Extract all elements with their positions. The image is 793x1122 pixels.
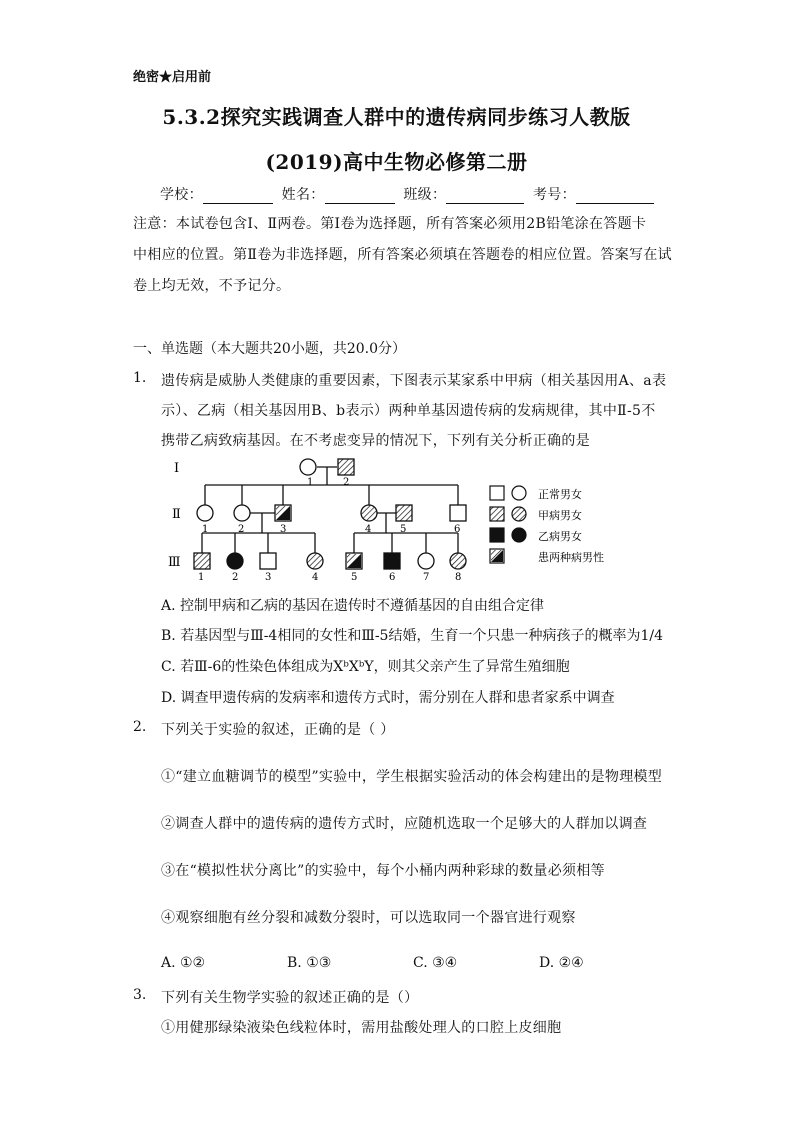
notice-line2: 中相应的位置。第Ⅱ卷为非选择题，所有答案必须填在答题卷的相应位置。答案写在试: [133, 247, 672, 263]
gen2-female-normal: [234, 505, 250, 521]
name-label: 姓名：: [281, 187, 325, 203]
gen2-female-normal: [197, 505, 213, 521]
gen3-female-yi: [227, 553, 243, 569]
class-label: 班级：: [403, 187, 447, 203]
pedigree-legend: [490, 486, 604, 564]
gen3-male-normal: [260, 553, 276, 569]
name-blank[interactable]: [325, 189, 395, 204]
legend-yi-female-icon: [512, 528, 526, 542]
pedigree-diagram: [160, 455, 630, 590]
gen-label-2: Ⅱ: [172, 507, 181, 522]
exam-no-blank[interactable]: [576, 189, 654, 204]
gen3-male-yi: [384, 553, 400, 569]
notice-line1: 注意：本试卷包含Ⅰ、Ⅱ两卷。第Ⅰ卷为选择题，所有答案必须用2B铅笔涂在答题卡: [133, 216, 647, 232]
gen3-female-jia: [307, 553, 323, 569]
gen3-male-jia: [194, 553, 210, 569]
q2-item-4: ④观察细胞有丝分裂和减数分裂时，可以选取同一个器官进行观察: [161, 910, 576, 926]
q1-stem-line3: 携带乙病致病基因。在不考虑变异的情况下，下列有关分析正确的是: [161, 433, 590, 449]
gen2-id: 6: [454, 524, 461, 535]
legend-yi-male-icon: [490, 528, 504, 542]
gen3-id: 4: [312, 572, 319, 583]
q3-number: 3.: [133, 987, 147, 1003]
secret-label: 绝密★启用前: [133, 70, 212, 85]
q1-number: 1.: [133, 370, 147, 386]
q1-stem-line1: 遗传病是威胁人类健康的重要因素，下图表示某家系中甲病（相关基因用A、a表: [161, 373, 667, 389]
q1-option-a[interactable]: A. 控制甲病和乙病的基因在遗传时不遵循基因的自由组合定律: [161, 598, 545, 614]
legend-yi-label: 乙病男女: [538, 530, 582, 543]
gen2-id: 2: [238, 524, 245, 535]
gen2-female-jia: [361, 505, 377, 521]
q2-option-d[interactable]: D. ②④: [539, 955, 584, 971]
gen3-id: 5: [351, 572, 358, 583]
q2-item-1: ①“建立血糖调节的模型”实验中，学生根据实验活动的体会构建出的是物理模型: [161, 769, 663, 785]
page-title-line2: (2019)高中生物必修第二册: [265, 150, 528, 174]
school-blank[interactable]: [203, 189, 273, 204]
gen3-id: 2: [232, 572, 239, 583]
q2-option-c[interactable]: C. ③④: [413, 955, 458, 971]
gen1-male-jia: [338, 459, 354, 475]
section-heading: 一、单选题（本大题共20小题，共20.0分）: [133, 341, 406, 357]
legend-normal-male-icon: [490, 486, 504, 500]
q2-option-b[interactable]: B. ①③: [287, 955, 332, 971]
gen2-male-jia: [396, 505, 412, 521]
gen1-id: 2: [343, 477, 350, 488]
gen-label-1: I: [174, 461, 180, 476]
page-title-line1: 5.3.2探究实践调查人群中的遗传病同步练习人教版: [162, 105, 631, 129]
q1-stem-line2: 示）、乙病（相关基因用B、b表示）两种单基因遗传病的发病规律，其中Ⅱ-5不: [161, 403, 656, 419]
legend-jia-label: 甲病男女: [538, 509, 582, 522]
legend-normal-female-icon: [512, 486, 526, 500]
info-fields: [160, 184, 654, 204]
q2-number: 2.: [133, 719, 147, 735]
class-blank[interactable]: [446, 189, 524, 204]
q1-option-c[interactable]: C. 若Ⅲ-6的性染色体组成为XᵇXᵇY，则其父亲产生了异常生殖细胞: [161, 659, 570, 675]
legend-normal-label: 正常男女: [538, 488, 582, 501]
gen2-id: 3: [280, 524, 287, 535]
gen3-id: 6: [389, 572, 396, 583]
q2-option-a[interactable]: A. ①②: [161, 955, 206, 971]
gen2-id: 5: [400, 524, 407, 535]
gen3-id: 1: [198, 572, 205, 583]
school-label: 学校：: [160, 187, 203, 203]
q1-option-b[interactable]: B. 若基因型与Ⅲ-4相同的女性和Ⅲ-5结婚，生育一个只患一种病孩子的概率为1/4: [161, 628, 663, 644]
gen2-id: 1: [202, 524, 209, 535]
gen1-id: 1: [307, 477, 314, 488]
exam-no-label: 考号：: [533, 187, 576, 203]
gen2-male-normal: [450, 505, 466, 521]
legend-jia-male-icon: [490, 507, 504, 521]
legend-both-label: 患两种病男性: [538, 551, 604, 564]
gen2-id: 4: [365, 524, 372, 535]
q2-item-3: ③在“模拟性状分离比”的实验中，每个小桶内两种彩球的数量必须相等: [161, 863, 605, 879]
q2-stem: 下列关于实验的叙述，正确的是（ ）: [161, 722, 395, 738]
gen3-female-jia: [450, 553, 466, 569]
legend-jia-female-icon: [512, 507, 526, 521]
gen3-id: 8: [455, 572, 462, 583]
q3-item-1: ①用健那绿染液染色线粒体时，需用盐酸处理人的口腔上皮细胞: [161, 1020, 562, 1036]
gen1-female-normal: [300, 459, 316, 475]
gen3-female-normal: [418, 553, 434, 569]
gen3-id: 7: [423, 572, 430, 583]
notice-line3: 卷上均无效，不予记分。: [133, 278, 291, 294]
gen-label-3: Ⅲ: [168, 555, 181, 570]
q1-option-d[interactable]: D. 调查甲遗传病的发病率和遗传方式时，需分别在人群和患者家系中调查: [161, 690, 615, 706]
gen3-id: 3: [265, 572, 272, 583]
q3-stem: 下列有关生物学实验的叙述正确的是（）: [161, 990, 419, 1006]
q2-item-2: ②调查人群中的遗传病的遗传方式时，应随机选取一个足够大的人群加以调查: [161, 816, 648, 832]
